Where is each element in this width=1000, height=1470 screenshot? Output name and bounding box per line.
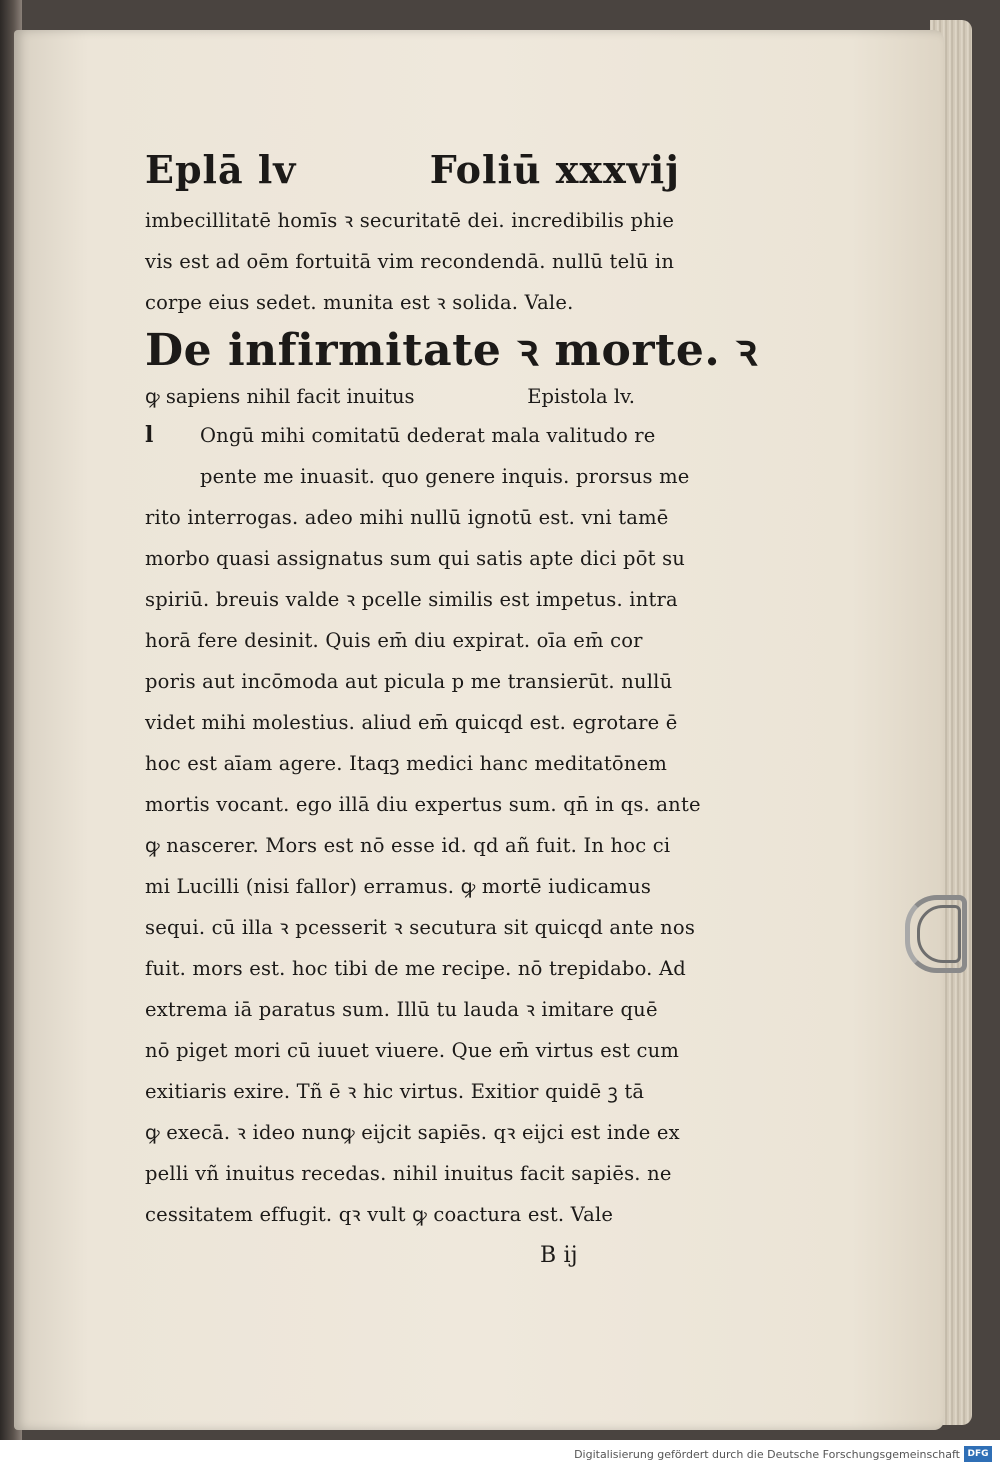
text-line: corpe eius sedet. munita est ꝛ solida. Vale.	[145, 291, 574, 314]
text-line: fuit. mors est. hoc tibi de me recipe. nō trepidabo. Ad	[145, 957, 686, 980]
text-line: videt mihi molestius. aliud em̄ quicqd est. egrotare ē	[145, 711, 678, 734]
text-line: morbo quasi assignatus sum qui satis apte dici pōt su	[145, 547, 686, 570]
footer-bar	[0, 1440, 1000, 1470]
running-head-left: Eplā lv	[145, 147, 297, 192]
epistle-subheading	[145, 379, 690, 415]
subheading-left: ꝙ sapiens nihil facit inuitus	[145, 385, 415, 408]
epistle-heading: De infirmitate ꝛ morte. ꝛ	[145, 325, 758, 376]
running-head	[145, 140, 690, 200]
running-head-right: Foliū xxxvij	[429, 147, 680, 192]
text-line: pente me inuasit. quo genere inquis. prorsus me	[200, 465, 690, 488]
text-block	[145, 140, 758, 1276]
first-text-line	[145, 415, 690, 456]
text-line: vis est ad oēm fortuitā vim recondendā. nullū telū in	[145, 250, 675, 273]
text-line: spiriū. breuis valde ꝛ pcelle similis est impetus. intra	[145, 588, 678, 611]
initial-letter: l	[145, 422, 154, 448]
text-line: extrema iā paratus sum. Illū tu lauda ꝛ imitare quē	[145, 998, 658, 1021]
text-line: poris aut incōmoda aut picula p me transierūt. nullū	[145, 670, 673, 693]
first-line-text: Ongū mihi comitatū dederat mala valitudo re	[200, 424, 656, 447]
text-line: ꝙ execā. ꝛ ideo nunꝙ eijcit sapiēs. qꝛ eijci est inde ex	[145, 1121, 680, 1144]
text-line: hoc est aīam agere. Itaqꝫ medici hanc meditatōnem	[145, 752, 668, 775]
dfg-logo: DFG	[964, 1446, 992, 1462]
epistle-number: Epistola lv.	[527, 385, 635, 408]
text-line: sequi. cū illa ꝛ pcesserit ꝛ secutura sit quicqd ante nos	[145, 916, 696, 939]
text-line: exitiaris exire. Tñ ē ꝛ hic virtus. Exitior quidē ꝫ tā	[145, 1080, 645, 1103]
text-line: imbecillitatē homīs ꝛ securitatē dei. incredibilis phie	[145, 209, 675, 232]
text-line: rito interrogas. adeo mihi nullū ignotū est. vni tamē	[145, 506, 669, 529]
text-line: mortis vocant. ego illā diu expertus sum. qn̄ in qs. ante	[145, 793, 701, 816]
footer-credit: Digitalisierung gefördert durch die Deutsche Forschungsgemeinschaft	[574, 1448, 960, 1461]
paper-clip-inner	[917, 905, 961, 963]
text-line: horā fere desinit. Quis em̄ diu expirat. oīa em̄ cor	[145, 629, 643, 652]
text-line: ꝙ nascerer. Mors est nō esse id. qd añ fuit. In hoc ci	[145, 834, 671, 857]
signature-mark: B ij	[540, 1243, 578, 1268]
text-line: nō piget mori cū iuuet viuere. Que em̄ virtus est cum	[145, 1039, 680, 1062]
text-line: mi Lucilli (nisi fallor) erramus. ꝙ mortē iudicamus	[145, 875, 652, 898]
text-line: cessitatem effugit. qꝛ vult ꝙ coactura est. Vale	[145, 1203, 614, 1226]
text-line: pelli vñ inuitus recedas. nihil inuitus facit sapiēs. ne	[145, 1162, 672, 1185]
